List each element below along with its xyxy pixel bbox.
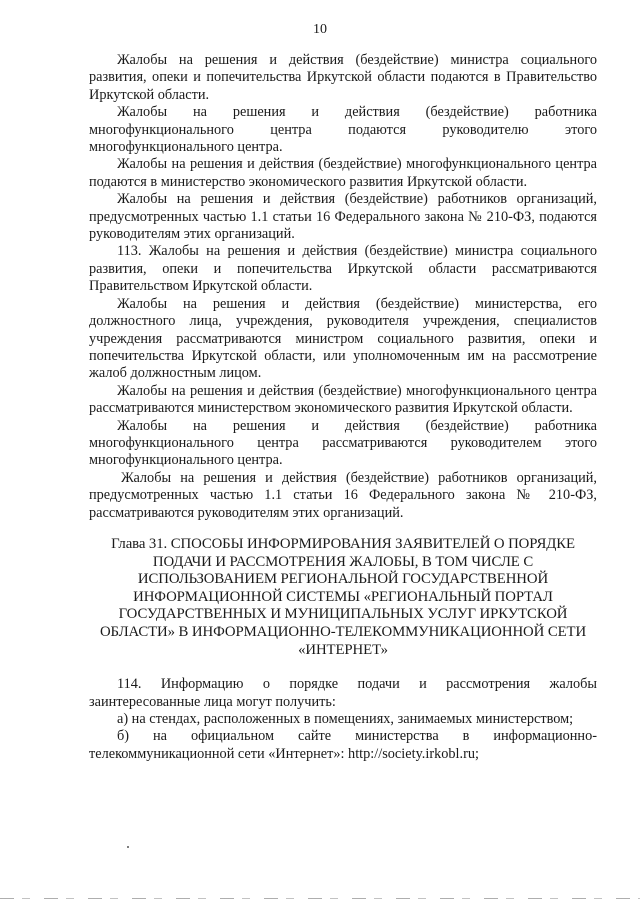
paragraph-item-113: 113. Жалобы на решения и действия (бездействие) министра социального развития, опеки и попечительства Иркутской области рассматриваются Правительством Иркутской области. bbox=[89, 243, 597, 295]
chapter-heading-line: ПОДАЧИ И РАССМОТРЕНИЯ ЖАЛОБЫ, В ТОМ ЧИСЛЕ С bbox=[152, 553, 534, 570]
list-item-b: б) на официальном сайте министерства в информационно-телекоммуникационной сети «Интернет»: http://society.irkobl.ru; bbox=[89, 728, 597, 762]
scan-speck bbox=[127, 846, 129, 848]
chapter-heading-line: ОБЛАСТИ» В ИНФОРМАЦИОННО-ТЕЛЕКОММУНИКАЦИОННОЙ СЕТИ bbox=[99, 623, 587, 640]
page-number: 10 bbox=[313, 22, 327, 37]
chapter-heading bbox=[89, 536, 597, 659]
list-item-a: а) на стендах, расположенных в помещениях, занимаемых министерством; bbox=[117, 710, 574, 727]
chapter-heading-line: ГОСУДАРСТВЕННЫХ И МУНИЦИПАЛЬНЫХ УСЛУГ ИРКУТСКОЙ bbox=[118, 606, 568, 623]
chapter-heading-line: ИСПОЛЬЗОВАНИЕМ РЕГИОНАЛЬНОЙ ГОСУДАРСТВЕННОЙ bbox=[137, 571, 549, 588]
chapter-heading-line: «ИНТЕРНЕТ» bbox=[298, 641, 388, 658]
paragraph: Жалобы на решения и действия (бездействие) многофункционального центра подаются в министерство экономического развития Иркутской области. bbox=[89, 156, 597, 190]
chapter-heading-line: ИНФОРМАЦИОННОЙ СИСТЕМЫ «РЕГИОНАЛЬНЫЙ ПОРТАЛ bbox=[133, 588, 553, 605]
spacer bbox=[89, 659, 597, 676]
paragraph: Жалобы на решения и действия (бездействие) работников организаций, предусмотренных частью 1.1 статьи 16 Федерального закона № 210-ФЗ, рассматриваются руководителям этих организаций. bbox=[89, 469, 597, 521]
chapter-heading-line: Глава 31. СПОСОБЫ ИНФОРМИРОВАНИЯ ЗАЯВИТЕЛЕЙ О ПОРЯДКЕ bbox=[111, 535, 575, 552]
scan-bottom-edge bbox=[0, 898, 640, 899]
paragraph: Жалобы на решения и действия (бездействие) многофункционального центра рассматриваются министерством экономического развития Иркутской области. bbox=[89, 382, 597, 417]
paragraph-item-114: 114. Информацию о порядке подачи и рассмотрения жалобы заинтересованные лица могут получить: bbox=[89, 676, 597, 710]
paragraph: Жалобы на решения и действия (бездействие) работника многофункционального центра рассматриваются руководителем этого многофункционального центра. bbox=[89, 417, 597, 469]
paragraph: Жалобы на решения и действия (бездействие) работников организаций, предусмотренных частью 1.1 статьи 16 Федерального закона № 210-ФЗ, подаются руководителям этих организаций. bbox=[89, 191, 597, 243]
document-body bbox=[89, 52, 597, 763]
paragraph: Жалобы на решения и действия (бездействие) министерства, его должностного лица, учреждения, руководителя учреждения, специалистов учреждения рассматриваются министром социального развития, опеки и попечительства Иркутской области, или уполномоченным им на рассмотрение жалоб должностным лицом. bbox=[89, 295, 597, 382]
paragraph: Жалобы на решения и действия (бездействие) министра социального развития, опеки и попечительства Иркутской области подаются в Правительство Иркутской области. bbox=[89, 52, 597, 103]
paragraph: Жалобы на решения и действия (бездействие) работника многофункционального центра подаются руководителю этого многофункционального центра. bbox=[89, 104, 597, 156]
